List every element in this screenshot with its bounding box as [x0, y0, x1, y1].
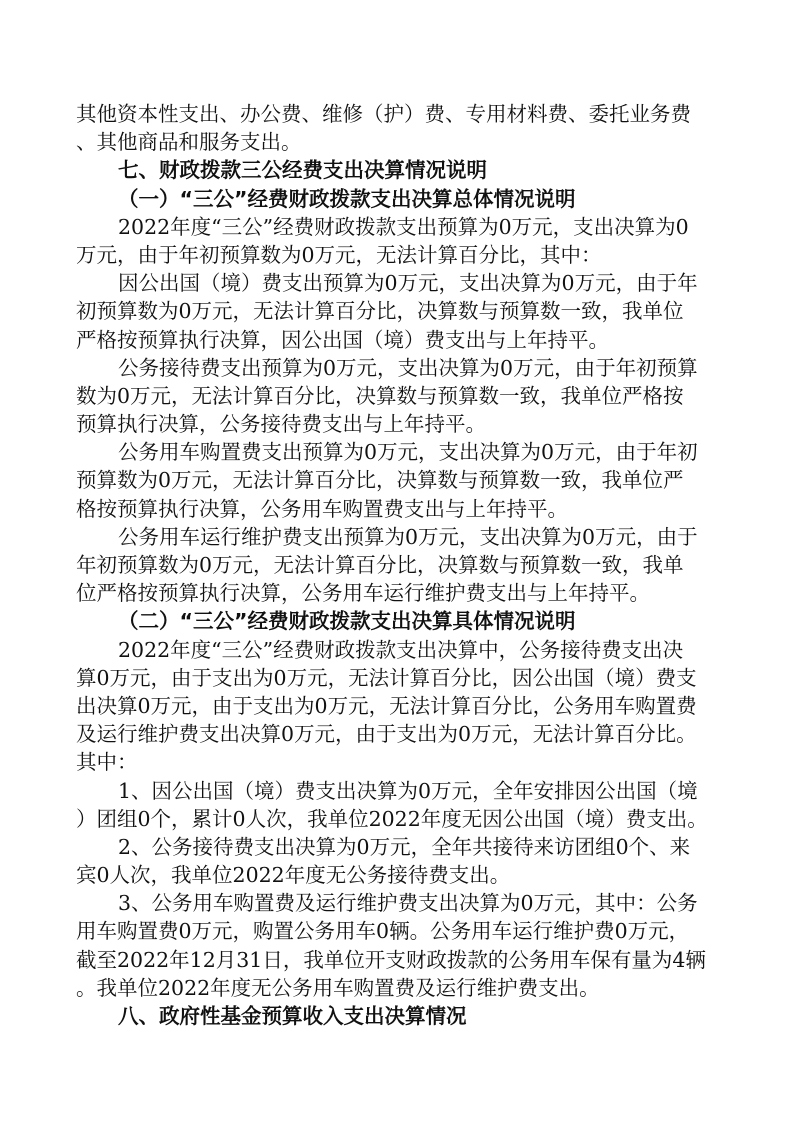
- body-text-line: 其他资本性支出、办公费、维修（护）费、专用材料费、委托业务费: [76, 102, 691, 126]
- paragraph-first-line: 2022年度“三公”经费财政拨款支出决算中，公务接待费支出决: [118, 638, 684, 662]
- paragraph-first-line: 公务用车运行维护费支出预算为0万元，支出决算为0万元，由于: [118, 525, 698, 549]
- section-heading: 八、政府性基金预算收入支出决算情况: [118, 1004, 467, 1028]
- body-text-line: 万元，由于年初预算数为0万元，无法计算百分比，其中：: [76, 243, 602, 267]
- paragraph-first-line: 3、公务用车购置费及运行维护费支出决算为0万元，其中：公务: [118, 891, 698, 915]
- section-heading: 七、财政拨款三公经费支出决算情况说明: [118, 158, 487, 182]
- body-text-line: 年初预算数为0万元，无法计算百分比，决算数与预算数一致，我单: [76, 553, 684, 577]
- body-text-line: 。我单位2022年度无公务用车购置费及运行维护费支出。: [76, 976, 600, 1000]
- paragraph-first-line: 公务用车购置费支出预算为0万元，支出决算为0万元，由于年初: [118, 440, 698, 464]
- body-text-line: 位严格按预算执行决算，公务用车运行维护费支出与上年持平。: [76, 581, 650, 605]
- body-text-line: 数为0万元，无法计算百分比，决算数与预算数一致，我单位严格按: [76, 384, 684, 408]
- body-text-line: 截至2022年12月31日，我单位开支财政拨款的公务用车保有量为4辆: [76, 948, 706, 972]
- body-text-line: 格按预算执行决算，公务用车购置费支出与上年持平。: [76, 497, 568, 521]
- paragraph-first-line: 公务接待费支出预算为0万元，支出决算为0万元，由于年初预算: [118, 356, 698, 380]
- paragraph-first-line: 2022年度“三公”经费财政拨款支出预算为0万元，支出决算为0: [118, 215, 689, 239]
- body-text-line: 其中：: [76, 750, 138, 774]
- subsection-heading: （二）“三公”经费财政拨款支出决算具体情况说明: [118, 609, 576, 633]
- paragraph-first-line: 因公出国（境）费支出预算为0万元，支出决算为0万元，由于年: [118, 271, 698, 295]
- paragraph-first-line: 2、公务接待费支出决算为0万元，全年共接待来访团组0个、来: [118, 835, 691, 859]
- body-text-line: 、其他商品和服务支出。: [76, 130, 302, 154]
- body-text-line: 宾0人次，我单位2022年度无公务接待费支出。: [76, 863, 511, 887]
- body-text-line: 算0万元，由于支出为0万元，无法计算百分比，因公出国（境）费支: [76, 666, 697, 690]
- body-text-line: 及运行维护费支出决算0万元，由于支出为0万元，无法计算百分比。: [76, 722, 697, 746]
- body-text-line: 预算执行决算，公务接待费支出与上年持平。: [76, 412, 486, 436]
- body-text-line: 用车购置费0万元，购置公务用车0辆。公务用车运行维护费0万元，: [76, 919, 690, 943]
- body-text-line: 严格按预算执行决算，因公出国（境）费支出与上年持平。: [76, 328, 609, 352]
- paragraph-first-line: 1、因公出国（境）费支出决算为0万元，全年安排因公出国（境: [118, 779, 698, 803]
- body-text-line: 初预算数为0万元，无法计算百分比，决算数与预算数一致，我单位: [76, 299, 684, 323]
- body-text-line: 预算数为0万元，无法计算百分比，决算数与预算数一致，我单位严: [76, 468, 684, 492]
- body-text-line: ）团组0个，累计0人次，我单位2022年度无因公出国（境）费支出。: [76, 807, 708, 831]
- body-text-line: 出决算0万元，由于支出为0万元，无法计算百分比，公务用车购置费: [76, 694, 697, 718]
- subsection-heading: （一）“三公”经费财政拨款支出决算总体情况说明: [118, 187, 576, 211]
